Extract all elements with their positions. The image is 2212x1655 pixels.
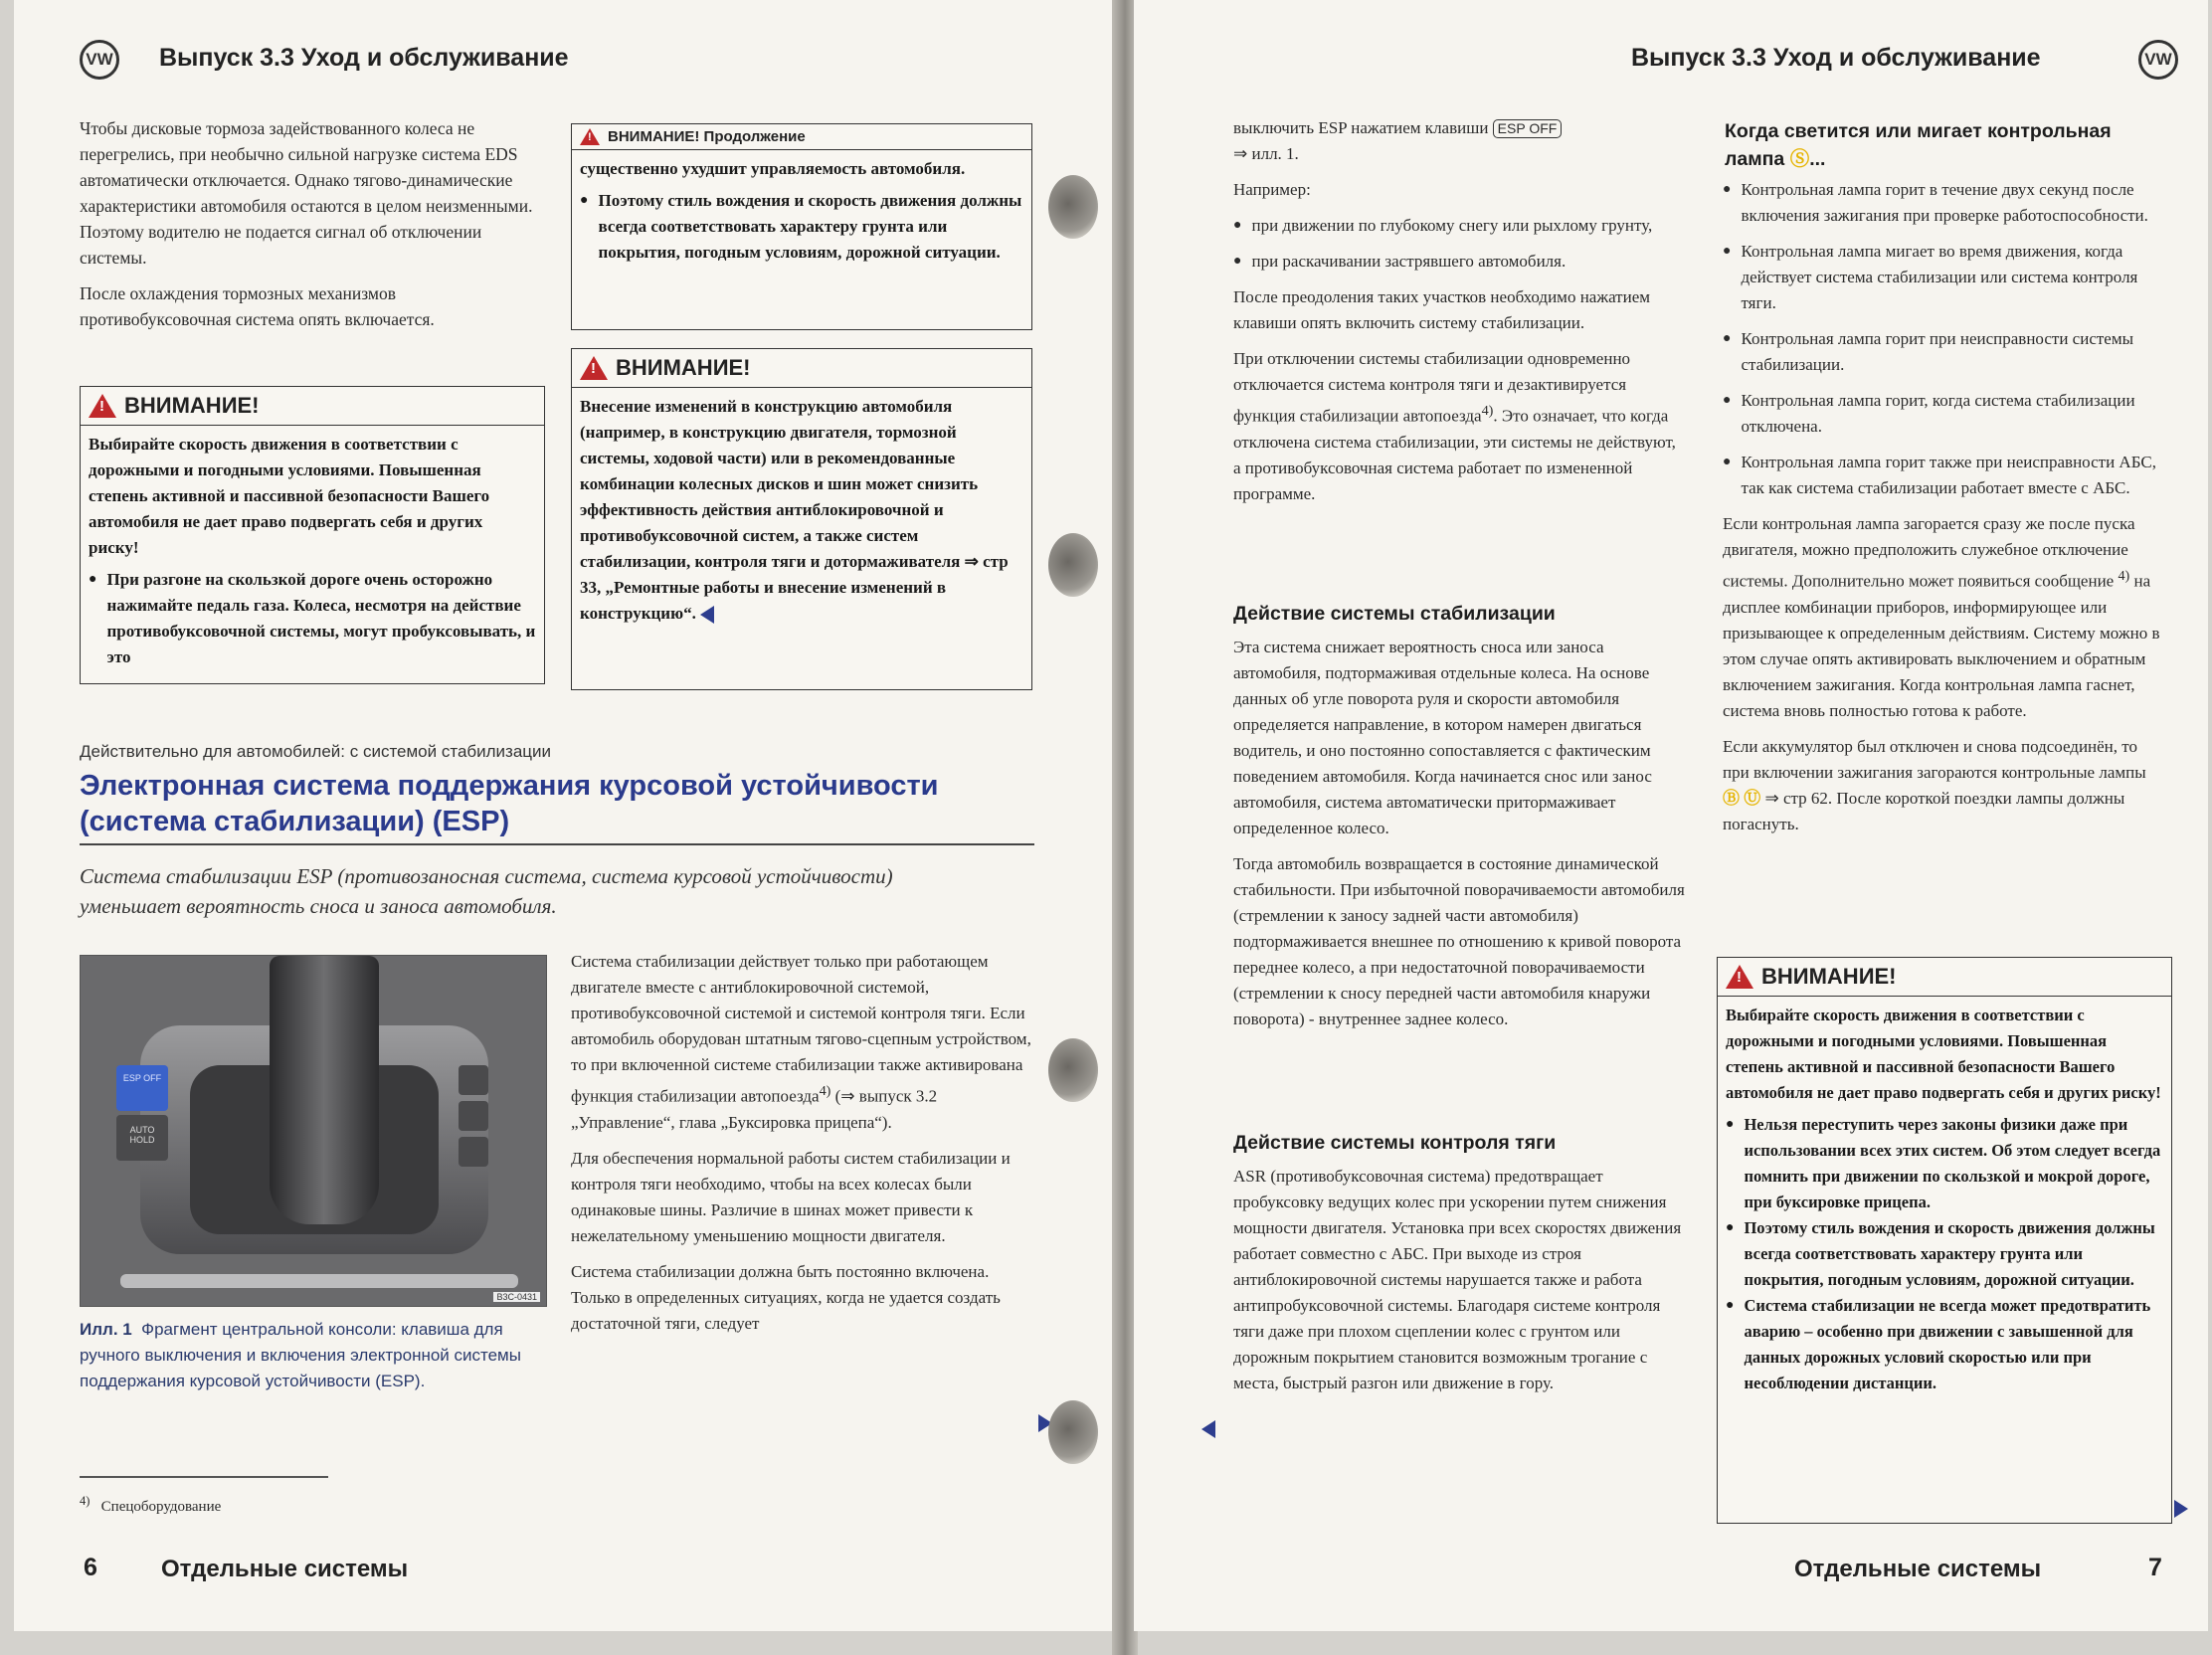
- warning-bullet: ● Система стабилизации не всегда может предотвратить аварию – особенно при движении с завышенной для данных дорожных условий скоростью или при несоблюдении дистанции.: [1726, 1293, 2163, 1396]
- right-col1-c: [1233, 1164, 1687, 1406]
- binder-hole: [1048, 1400, 1098, 1464]
- page-footer: Отдельные системы: [1794, 1556, 2042, 1582]
- lamp-list: [1723, 177, 2160, 847]
- section-title: Электронная система поддержания курсовой устойчивости (система стабилизации) (ESP): [80, 770, 939, 837]
- body-paragraph: Тогда автомобиль возвращается в состояние динамической стабильности. При избыточной поворачиваемости автомобиля (стремлении к заносу задней части автомобиля) подтормаживается внешнее по отношению к кривой поворота переднее колесо, а при недостаточной поворачиваемости (стремлении к сносу передней части автомобиля кнаружи поворота) - внутреннее заднее колесо.: [1233, 854, 1685, 1028]
- warning-bullet: ● Поэтому стиль вождения и скорость движения должны всегда соответствовать характеру грунта или покрытия, погодным условиям, дорожной ситуации.: [580, 188, 1023, 266]
- validity-note: Действительно для автомобилей: с системой стабилизации: [80, 742, 552, 761]
- body-paragraph: выключить ESP нажатием клавиши ESP OFF ⇒ илл. 1.: [1233, 115, 1687, 167]
- auto-hold-key: AUTO HOLD: [116, 1115, 168, 1161]
- list-item: ● Контрольная лампа горит также при неисправности АБС, так как система стабилизации работает вместе с АБС.: [1723, 450, 2160, 501]
- continue-arrow-icon: [2174, 1500, 2188, 1518]
- warning-text: существенно ухудшит управляемость автомобиля.: [580, 159, 966, 178]
- image-code: B3C-0431: [493, 1292, 540, 1302]
- warning-box-right: [1717, 957, 2172, 1524]
- left-col2: [571, 949, 1032, 1347]
- binder-hole: [1048, 1038, 1098, 1102]
- figure-caption: [80, 1317, 537, 1394]
- body-paragraph: Если аккумулятор был отключен и снова подсоединён, то при включении зажигания загораются контрольные лампы Ⓑ Ⓤ ⇒ стр 62. После короткой поездки лампы должны погаснуть.: [1723, 736, 2146, 833]
- intro-paragraph: Чтобы дисковые тормоза задействованного колеса не перегрелись, при необычно сильной нагрузке система EDS автоматически отключается. Однако тягово-динамические характеристики автомобиля остаются в целом неизменными. Поэтому водителю не подается сигнал об отключении системы.: [80, 118, 533, 268]
- list-item: ● Контрольная лампа горит в течение двух секунд после включения зажигания при проверке работоспособности.: [1723, 177, 2160, 229]
- vw-logo-icon: VW: [80, 40, 119, 80]
- binder-hole: [1048, 175, 1098, 239]
- right-page: [1134, 0, 2208, 1631]
- body-paragraph: После преодоления таких участков необходимо нажатием клавиши опять включить систему стабилизации.: [1233, 287, 1651, 332]
- list-item: ● при раскачивании застрявшего автомобиля.: [1233, 249, 1687, 275]
- warning-text: Выбирайте скорость движения в соответствии с дорожными и погодными условиями. Повышенная степень активной и пассивной безопасности Вашего автомобиля не дает право подвергать себя и других риску!: [89, 435, 490, 557]
- warning-title: ВНИМАНИЕ!: [1761, 964, 1897, 989]
- intro-paragraph: После охлаждения тормозных механизмов противобуксовочная система опять включается.: [80, 283, 435, 329]
- body-paragraph: ASR (противобуксовочная система) предотвращает пробуксовку ведущих колес при ускорении путем снижения мощности двигателя. Установка при всех скоростях движения работает совместно с АБС. При выходе из строя антиблокировочной системы нарушается также и работа антипробуксовочной системы. Благодаря системе контроля тяги даже при плохом сцеплении колес с грунтом или дорожным покрытием становится возможным трогание с места, быстрый разгон или движение в гору.: [1233, 1167, 1682, 1392]
- warning-box-2: [571, 348, 1032, 690]
- subheading-lamp: Когда светится или мигает контрольная лампа Ⓢ...: [1725, 117, 2152, 173]
- right-col1: [1233, 115, 1687, 517]
- vw-logo-icon: VW: [2138, 40, 2178, 80]
- list-item: ● Контрольная лампа горит при неисправности системы стабилизации.: [1723, 326, 2160, 378]
- body-paragraph: Если контрольная лампа загорается сразу же после пуска двигателя, можно предположить служебное отключение системы. Дополнительно может появиться сообщение $^{4)}$ на дисплее комбинации приборов, информирующее или призывающее к определенным действиям. Систему можно в этом случае опять активировать выключением и обратным включением зажигания. Когда контрольная лампа гаснет, система вновь полностью готова к работе.: [1723, 514, 2160, 720]
- page-footer: Отдельные системы: [161, 1556, 409, 1582]
- right-col1-b: [1233, 635, 1687, 1042]
- esp-off-key: ESP OFF: [116, 1065, 168, 1111]
- warning-triangle-icon: [580, 128, 600, 145]
- warning-title: ВНИМАНИЕ! Продолжение: [608, 128, 806, 145]
- page-number: 6: [84, 1554, 97, 1581]
- title-rule: [80, 843, 1034, 845]
- binder-hole: [1048, 533, 1098, 597]
- list-item: ● Контрольная лампа мигает во время движения, когда действует система стабилизации или система контроля тяги.: [1723, 239, 2160, 316]
- esp-off-key-label: ESP OFF: [1493, 119, 1563, 138]
- warning-box-continued: [571, 123, 1032, 330]
- body-paragraph: Эта система снижает вероятность сноса или заноса автомобиля, подтормаживая отдельные колеса. На основе данных об угле поворота руля и скорости автомобиля определяется направление, в котором намерен двигаться водитель, и оно постоянно сопоставляется с фактическим поведением автомобиля. Когда начинается снос или занос автомобиля, система автоматически притормаживает определенное колесо.: [1233, 638, 1652, 837]
- back-arrow-icon: [700, 606, 714, 624]
- console-illustration: [80, 955, 547, 1307]
- body-paragraph: При отключении системы стабилизации одновременно отключается система контроля тяги и дезактивируется функция стабилизации автопоезда$^{4)}$. Это означает, что когда отключена система стабилизации, эти системы не действуют, а противобуксовочная система работает по измененной программе.: [1233, 349, 1676, 503]
- right-header: Выпуск 3.3 Уход и обслуживание: [1631, 44, 2041, 72]
- caption-label: Илл. 1: [80, 1320, 132, 1339]
- warning-triangle-icon: [1726, 965, 1753, 989]
- esp-lamp-icon: Ⓢ: [1789, 148, 1810, 170]
- warning-bullet: ● Нельзя переступить через законы физики даже при использовании всех этих систем. Об этом следует всегда помнить при движении по скользкой и мокрой дороге, при буксировке прицепа.: [1726, 1112, 2163, 1215]
- warning-bullet: ● Поэтому стиль вождения и скорость движения должны всегда соответствовать характеру грунта или покрытия, погодным условиям, дорожной ситуации.: [1726, 1215, 2163, 1293]
- list-item: ● Контрольная лампа горит, когда система стабилизации отключена.: [1723, 388, 2160, 440]
- warning-title: ВНИМАНИЕ!: [124, 393, 260, 418]
- subheading-stabilization: Действие системы стабилизации: [1233, 603, 1556, 625]
- warning-text: Внесение изменений в конструкцию автомобиля (например, в конструкцию двигателя, тормозной системы, ходовой части) или в рекомендованные комбинации колесных дисков и шин может снизить эффективность действия антиблокировочной и противобуксовочной систем, а также систем стабилизации, контроля тяги и дотормаживателя ⇒ стр 33, „Ремонтные работы и внесение изменений в конструкцию“.: [580, 397, 1009, 623]
- page-number: 7: [2148, 1554, 2162, 1581]
- back-arrow-icon: [1201, 1420, 1215, 1438]
- warning-triangle-icon: [580, 356, 608, 380]
- footnote-rule: [80, 1476, 328, 1478]
- list-item: ● при движении по глубокому снегу или рыхлому грунту,: [1233, 213, 1687, 239]
- body-paragraph: Система стабилизации должна быть постоянно включена. Только в определенных ситуациях, когда не удается создать достаточной тяги, следует: [571, 1261, 1001, 1333]
- caption-text: Фрагмент центральной консоли: клавиша для ручного выключения и включения электронной системы поддержания курсовой устойчивости (ESP).: [80, 1320, 521, 1390]
- footnote: $^{4)}$ Спецоборудование: [80, 1494, 222, 1515]
- warning-bullet: ● При разгоне на скользкой дороге очень осторожно нажимайте педаль газа. Колеса, несмотря на действие противобуксовочной системы, могут пробуксовывать, и это: [89, 567, 536, 670]
- subheading-traction: Действие системы контроля тяги: [1233, 1132, 1557, 1154]
- body-paragraph: Система стабилизации действует только при работающем двигателе вместе с антиблокировочной системой, противобуксовочной системой и системой контроля тяги. Если автомобиль оборудован штатным тягово-сцепным устройством, то при включенной системе стабилизации также активирована функция стабилизации автопоезда$^{4)}$ (⇒ выпуск 3.2 „Управление“, глава „Буксировка прицепа“).: [571, 952, 1031, 1132]
- left-header: Выпуск 3.3 Уход и обслуживание: [159, 44, 569, 72]
- section-lead: Система стабилизации ESP (противозаносная система, система курсовой устойчивости) уменьшает вероятность сноса и заноса автомобиля.: [80, 864, 893, 918]
- warning-title: ВНИМАНИЕ!: [616, 355, 751, 380]
- warning-lamps-icon: Ⓑ Ⓤ: [1723, 788, 1761, 808]
- warning-triangle-icon: [89, 394, 116, 418]
- body-paragraph: Для обеспечения нормальной работы систем стабилизации и контроля тяги необходимо, чтобы на всех колесах были одинаковые шины. Различие в шинах может привести к нежелательному уменьшению мощности двигателя.: [571, 1148, 1011, 1245]
- warning-text: Выбирайте скорость движения в соответствии с дорожными и погодными условиями. Повышенная степень активной и пассивной безопасности Вашего автомобиля не дает право подвергать себя и других риску!: [1726, 1006, 2161, 1102]
- warning-box-1: [80, 386, 545, 684]
- left-page: [14, 0, 1116, 1631]
- left-intro: [80, 115, 547, 342]
- body-paragraph: Например:: [1233, 180, 1311, 199]
